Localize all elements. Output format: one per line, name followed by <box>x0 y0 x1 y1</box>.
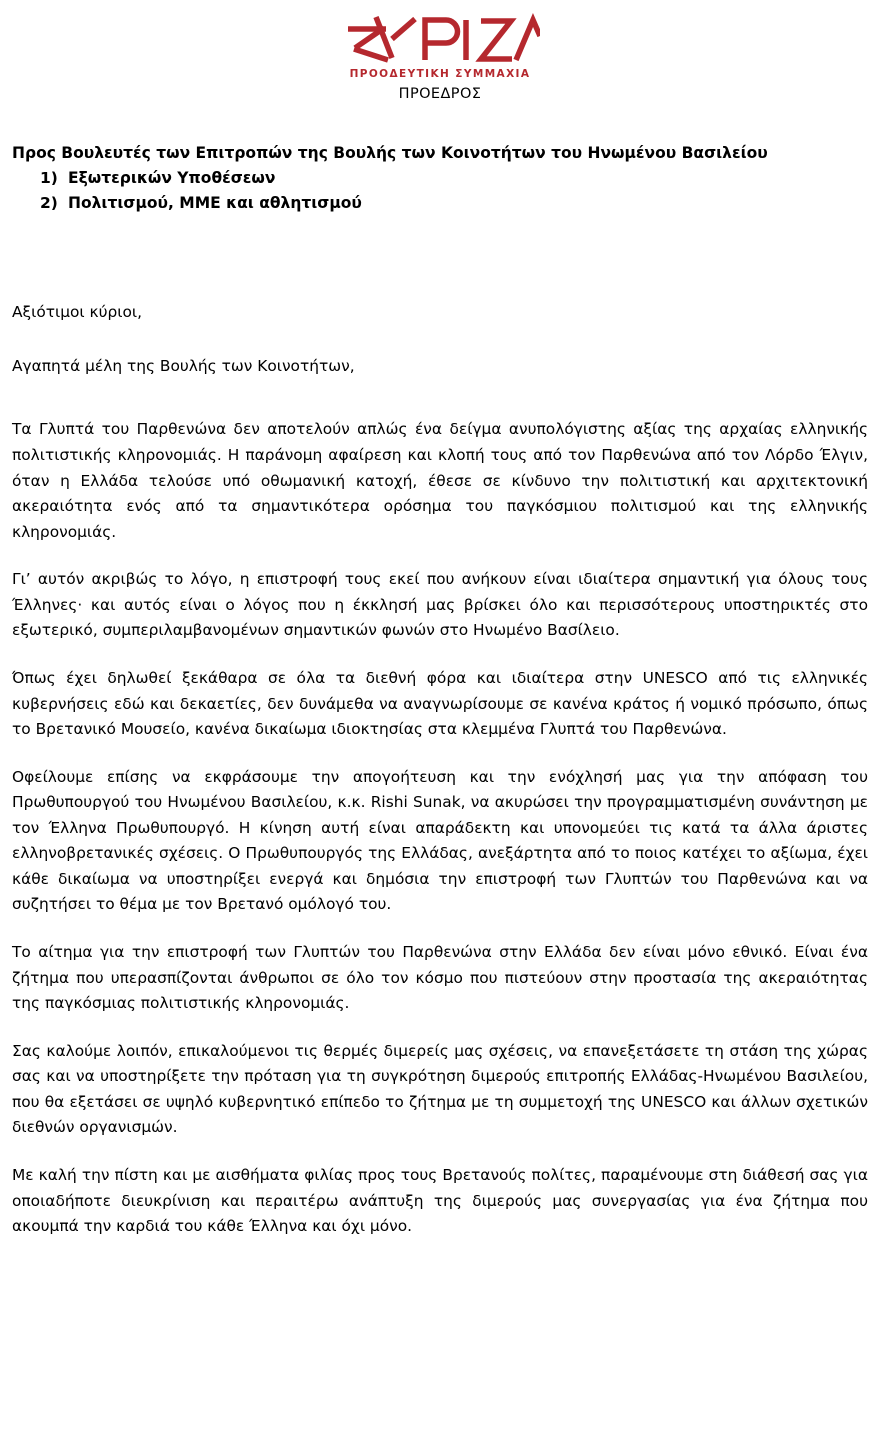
salutation-line-2: Αγαπητά μέλη της Βουλής των Κοινοτήτων, <box>12 356 355 375</box>
letter-paragraph: Το αίτημα για την επιστροφή των Γλυπτών του Παρθενώνα στην Ελλάδα δεν είναι μόνο εθνικό. Είναι ένα ζήτημα που υπερασπίζονται άνθρωποι σε όλο τον κόσμο που πιστεύουν στην προστασία της ακεραιότητας της παγκόσμιας πολιτιστικής κληρονομιάς. <box>12 943 868 1013</box>
salutation-line-1: Αξιότιμοι κύριοι, <box>12 303 142 322</box>
letter-paragraph: Γι’ αυτόν ακριβώς το λόγο, η επιστροφή τους εκεί που ανήκουν είναι ιδιαίτερα σημαντική για όλους τους Έλληνες· και αυτός είναι ο λόγος που η έκκλησή μας βρίσκει όλο και περισσότερους υποστηρικτές στο εξωτερικό, συμπεριλαμβανομένων σημαντικών φωνών στο Ηνωμένο Βασίλειο. <box>12 570 868 640</box>
syriza-logo <box>340 10 540 101</box>
letter-paragraph: Οφείλουμε επίσης να εκφράσουμε την απογοήτευση και την ενόχλησή μας για την απόφαση του Πρωθυπουργού του Ηνωμένου Βασιλείου, κ.κ. Rishi Sunak, να ακυρώσει την προγραμματισμένη συνάντηση με τον Έλληνα Πρωθυπουργό. Η κίνηση αυτή είναι απαράδεκτη και υπονομεύει τις κατά τα άλλα άριστες ελληνοβρετανικές σχέσεις. Ο Πρωθυπουργός της Ελλάδας, ανεξάρτητα από το ποιος κατέχει το αξίωμα, έχει κάθε δικαίωμα να υποστηρίξει ενεργά και δημόσια την επιστροφή των Γλυπτών του Παρθενώνα και να συζητήσει το θέμα με τον Βρετανό ομόλογό του. <box>12 767 868 914</box>
president-label: ΠΡΟΕΔΡΟΣ <box>398 85 482 102</box>
committee-list <box>12 166 868 216</box>
addressee-block <box>12 141 868 216</box>
list-item-label: Εξωτερικών Υποθέσεων <box>68 169 276 188</box>
logo-tagline: ΠΡΟΟΔΕΥΤΙΚΗ ΣΥΜΜΑΧΙΑ <box>349 68 531 80</box>
syriza-wordmark-icon <box>340 10 540 66</box>
letter-paragraph: Τα Γλυπτά του Παρθενώνα δεν αποτελούν απλώς ένα δείγμα ανυπολόγιστης αξίας της αρχαίας ελληνικής πολιτιστικής κληρονομιάς. Η παράνομη αφαίρεση και κλοπή τους από τον Παρθενώνα από τον Λόρδο Έλγιν, όταν η Ελλάδα τελούσε υπό οθωμανική κατοχή, έθεσε σε κίνδυνο την πολιτιστική και αρχιτεκτονική ακεραιότητα ενός από τα σημαντικότερα ορόσημα του παγκόσμιου πολιτισμού και της ελληνικής κληρονομιάς. <box>12 420 868 541</box>
list-item <box>40 191 868 216</box>
list-item-number: 2) <box>40 194 58 213</box>
letter-paragraph: Όπως έχει δηλωθεί ξεκάθαρα σε όλα τα διεθνή φόρα και ιδιαίτερα στην UNESCO από τις ελληνικές κυβερνήσεις εδώ και δεκαετίες, δεν δυνάμεθα να αναγνωρίσουμε σε κανένα κράτος ή νομικό πρόσωπο, όπως το Βρετανικό Μουσείο, κανένα δικαίωμα ιδιοκτησίας στα κλεμμένα Γλυπτά του Παρθενώνα. <box>12 668 868 739</box>
letterhead <box>12 0 868 101</box>
letter-paragraph: Σας καλούμε λοιπόν, επικαλούμενοι τις θερμές διμερείς μας σχέσεις, να επανεξετάσετε τη στάση της χώρας σας και να υποστηρίξετε την πρόταση για τη συγκρότηση διμερούς επιτροπής Ελλάδας-Ηνωμένου Βασιλείου, που θα εξετάσει σε υψηλό κυβερνητικό επίπεδο το ζήτημα με τη συμμετοχή της UNESCO και άλλων σχετικών διεθνών οργανισμών. <box>12 1041 868 1137</box>
list-item-number: 1) <box>40 169 58 188</box>
letter-body <box>12 300 868 1239</box>
list-item <box>40 166 868 191</box>
addressee-title: Προς Βουλευτές των Επιτροπών της Βουλής των Κοινοτήτων του Ηνωμένου Βασιλείου <box>12 144 768 162</box>
list-item-label: Πολιτισμού, ΜΜΕ και αθλητισμού <box>68 194 362 213</box>
letter-paragraph: Με καλή την πίστη και με αισθήματα φιλίας προς τους Βρετανούς πολίτες, παραμένουμε στη διάθεσή σας για οποιαδήποτε διευκρίνιση και περαιτέρω ανάπτυξη της διμερούς μας συνεργασίας για ένα ζήτημα που ακουμπά την καρδιά του κάθε Έλληνα και όχι μόνο. <box>12 1165 868 1236</box>
